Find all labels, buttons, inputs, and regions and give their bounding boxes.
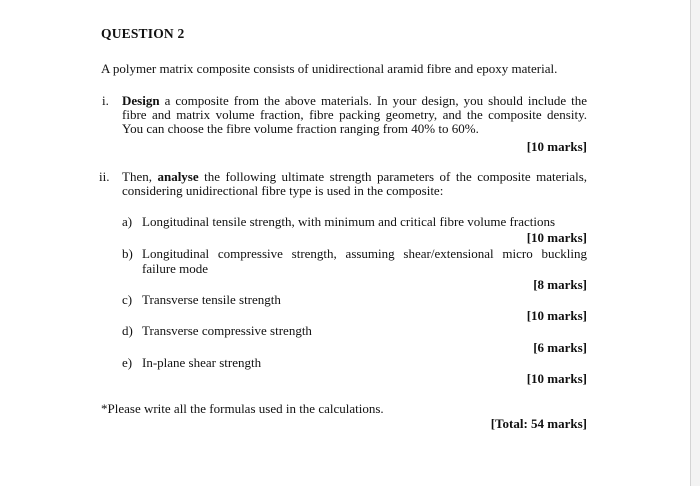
item-e-text: In-plane shear strength <box>142 355 262 370</box>
item-a-text: Longitudinal tensile strength, with minimum and critical fibre volume fractions <box>142 214 556 229</box>
item-a-letter: a) <box>122 214 133 229</box>
item-d-letter: d) <box>122 323 133 338</box>
item-d-marks: [6 marks] <box>533 340 587 355</box>
item-c-letter: c) <box>122 292 133 307</box>
question-intro: A polymer matrix composite consists of unidirectional aramid fibre and epoxy material. <box>101 61 558 76</box>
part-ii-verb: analyse <box>157 169 199 184</box>
part-ii-numeral: ii. <box>99 169 110 184</box>
total-marks: [Total: 54 marks] <box>490 416 587 431</box>
part-i-numeral: i. <box>102 93 109 108</box>
part-ii-line-1-pre: Then, <box>122 169 152 184</box>
part-i-verb: Design <box>122 93 160 108</box>
item-a-marks: [10 marks] <box>526 230 587 245</box>
part-i-line-2: fibre and matrix volume fraction, fibre packing geometry, and the composite density. <box>122 107 587 122</box>
item-c-text: Transverse tensile strength <box>142 292 281 307</box>
item-e-marks: [10 marks] <box>526 371 587 386</box>
item-d-text: Transverse compressive strength <box>142 323 312 338</box>
question-title: QUESTION 2 <box>101 26 185 41</box>
part-ii-line-1-text: the following ultimate strength parameters of the composite materials, <box>204 169 588 184</box>
part-i-line-1-text: a composite from the above materials. In your design, you should include the <box>164 93 587 108</box>
item-c-marks: [10 marks] <box>526 308 587 323</box>
formula-note: *Please write all the formulas used in the calculations. <box>101 401 384 416</box>
part-ii-line-2: considering unidirectional fibre type is used in the composite: <box>122 183 444 198</box>
item-b-text-line-1: Longitudinal compressive strength, assuming shear/extensional micro buckling <box>142 246 587 261</box>
part-i-line-3: You can choose the fibre volume fraction ranging from 40% to 60%. <box>122 121 479 136</box>
item-b-letter: b) <box>122 246 133 261</box>
item-e-letter: e) <box>122 355 133 370</box>
item-b-text-line-2: failure mode <box>142 261 209 276</box>
part-i-marks: [10 marks] <box>526 139 587 154</box>
item-b-marks: [8 marks] <box>533 277 587 292</box>
